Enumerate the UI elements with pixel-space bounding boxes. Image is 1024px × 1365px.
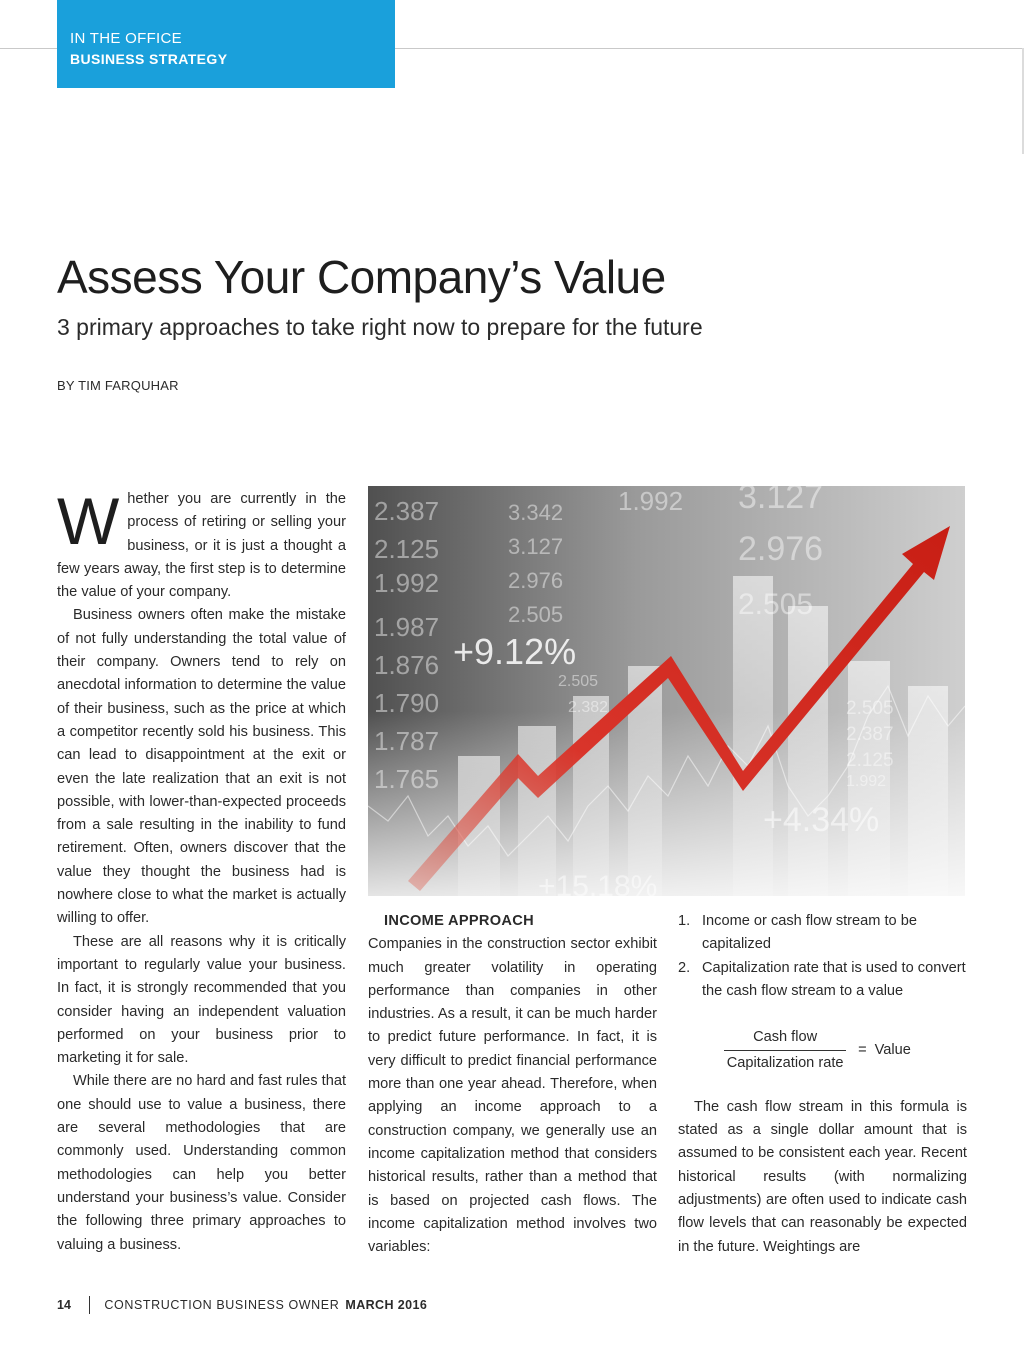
article-title: Assess Your Company’s Value: [57, 251, 666, 303]
section-tab: [57, 0, 395, 88]
formula-numerator: Cash flow: [724, 1026, 846, 1051]
paragraph-intro: [57, 484, 346, 604]
article-subtitle: 3 primary approaches to take right now to prepare for the future: [57, 314, 703, 340]
column-2: [368, 910, 657, 1259]
section-label: IN THE OFFICE: [70, 30, 182, 47]
paragraph-4: While there are no hard and fast rules that one should use to value a business, there are several methodologies that are commonly used. Understanding common methodologies can help you better understand your business’s value. Consider the following three primary approaches to valuing a business.: [57, 1073, 346, 1253]
footer-divider: [89, 1296, 91, 1314]
paragraph-cashflow: The cash flow stream in this formula is stated as a single dollar amount that is assumed to be consistent each year. Recent historical results (with normalizing adjustments) are often used to indicate cash flow levels that can reasonably be expected in the future. Weightings are: [678, 1098, 967, 1255]
value-formula: [668, 1026, 967, 1076]
formula-equals: =: [858, 1042, 867, 1059]
list-item: 1. Income or cash flow stream to be capitalized: [678, 913, 917, 953]
section-heading-income: INCOME APPROACH: [384, 913, 534, 929]
publication-name: CONSTRUCTION BUSINESS OWNER: [104, 1298, 340, 1312]
formula-fraction: [724, 1026, 846, 1076]
formula-denominator: Capitalization rate: [726, 1055, 844, 1072]
list-item: 2. Capitalization rate that is used to convert the cash flow stream to a value: [678, 959, 966, 999]
drop-cap: W: [57, 484, 120, 558]
page-number: 14: [57, 1298, 71, 1312]
variables-list: [678, 910, 967, 1003]
subsection-label: BUSINESS STRATEGY: [70, 51, 228, 67]
paragraph-intro-text: hether you are currently in the process of retiring or selling your business, or it is just a thought a few years away, the first step is to determine the value of your company.: [57, 491, 346, 601]
formula-result: Value: [874, 1042, 911, 1059]
issue-date: MARCH 2016: [345, 1298, 428, 1312]
column-1: [57, 484, 346, 1257]
column-3: [678, 910, 967, 1259]
page-footer: [57, 1296, 427, 1314]
paragraph-income: Companies in the construction sector exhibit much greater volatility in operating performance than companies in other industries. As a result, it can be much harder to predict future performance. In fact, it is very difficult to predict financial performance more than one year ahead. Therefore, when applying an income approach to a construction company, we generally use an income capitalization method that considers historical results, rather than a method that is based on projected cash flows. The income capitalization method involves two variables:: [368, 936, 657, 1256]
stock-chart-image: [368, 486, 965, 896]
byline: BY TIM FARQUHAR: [57, 378, 179, 393]
paragraph-3: These are all reasons why it is critically important to regularly value your business. In fact, it is strongly recommended that you consider having an independent valuation performed on your business prior to marketing it for sale.: [57, 933, 346, 1067]
paragraph-2: Business owners often make the mistake of not fully understanding the total value of their company. Owners tend to rely on anecdotal information to determine the value of their business, such as the price at which a competitor recently sold his business. This can lead to disappointment at the exit or even the late realization that an exit is not possible, with lower-than-expected proceeds from a sale resulting in the inability to fund retirement. Often, owners discover that the value they thought the business had is nowhere close to what the market is actually willing to offer.: [57, 607, 346, 927]
